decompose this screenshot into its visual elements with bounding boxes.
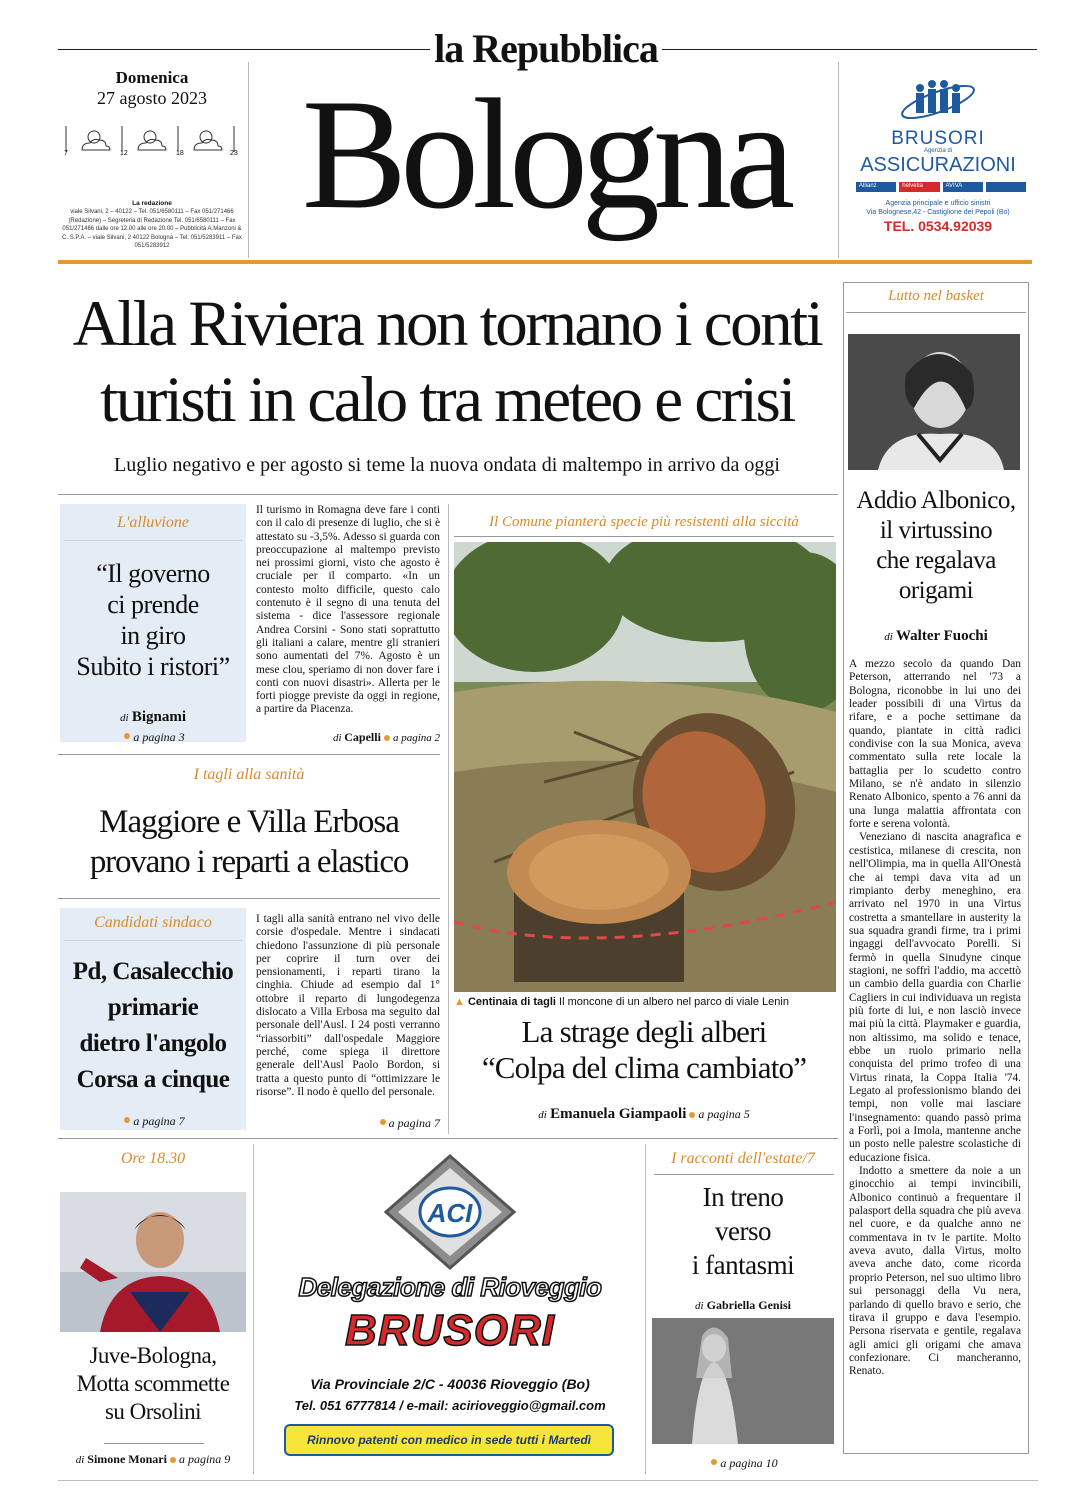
sanita-headline-1: Maggiore e Villa Erbosa [99,804,399,840]
redazione-text: viale Silvani, 2 – 40122 – Tel. 051/6580111 – Fax 051/271466 (Redazione) – Segreteria di Redazione Tel. 051/6580111 – Fax 051/271466 dalle ore 12.00 alle ore 20.00 – Pubblicità A.Manzoni & C. S.P.A. – viale Silvani, 2 40122 Bologna – Tel. 051/5283911 – Fax 051/5283912 [62,209,242,249]
partner-other [986,182,1026,192]
cloud-sun-icon [138,131,166,150]
sindaco-kicker: Candidati sindaco [94,914,212,931]
temp-4: 23 [230,150,238,157]
brand-name: la Repubblica [434,26,658,71]
triangle-icon: ▲ [454,996,465,1008]
racconti-byline: di Gabriella Genisi [695,1298,791,1312]
aci-contact: Tel. 051 6777814 / e-mail: acirioveggio@gmail.com [294,1398,606,1413]
alberi-kicker: Il Comune pianterà specie più resistenti alla siccità [489,514,799,530]
ad-top-tag: Agenzia di [923,148,953,154]
aci-line2: BRUSORI [345,1306,555,1355]
temp-3: 18 [176,150,184,157]
aci-banner: Rinnovo patenti con medico in sede tutti i Martedì [284,1424,614,1456]
lead-headline-1: Alla Riviera non tornano i conti [72,288,822,360]
sindaco-headline: Pd, Casalecchio primarie dietro l'angolo Corsa a cinque [72,958,234,1093]
turismo-byline[interactable]: di Capelli a pagina 2 [332,730,440,744]
partner-helvetia: helvetia [899,182,939,192]
ad-top-phone: TEL. 0534.92039 [883,218,993,234]
ad-top-title: ASSICURAZIONI [860,154,1016,176]
weather-strip [62,122,242,162]
aci-address: Via Provinciale 2/C - 40036 Rioveggio (Bo) [310,1376,590,1392]
racconti-page-link[interactable]: a pagina 10 [650,1452,836,1471]
juve-headline: Juve-Bologna, Motta scommette su Orsolini [76,1343,230,1424]
turismo-text: Il turismo in Romagna deve fare i conti con il calo di presenze di luglio, che si è attestato su -3,5%. Adesso si guarda con preoccupazione al maltempo previsto nei prossimi giorni, visto che agosto è cruciale per il comparto. «In un contesto molto difficile, questo calo contenuto è il segno di una tenuta del sistema - dice l'assessore regionale Andrea Corsini - Sono stati soprattutto gli italiani a calare, mentre gli stranieri sono aumentati del 7%. Agosto è un mese clou, speriamo di non dover fare i conti con nuovi disastri». Allerta per le forti piogge previste da oggi in regione, a partire da Piacenza. [256,504,440,716]
partner-aviva: AVIVA [943,182,983,192]
alluvione-page-link[interactable]: a pagina 3 [60,726,246,745]
alluvione-quote: “Il governo ci prende in giro Subito i ristori” [76,559,230,681]
aci-logo-icon [380,1152,520,1272]
masthead-day: Domenica [115,68,189,87]
alluvione-kicker: L'alluvione [117,514,189,531]
redazione-title: La redazione [132,200,172,207]
juve-byline[interactable]: di Simone Monari a pagina 9 [75,1452,231,1466]
temp-1: 7 [64,150,68,157]
tree-stump-photo [454,542,836,992]
aci-logo-text: ACI [427,1198,473,1228]
lead-subhead: Luglio negativo e per agosto si teme la nuova ondata di maltempo in arrivo da oggi [114,454,780,476]
alluvione-byline: di Bignami [120,709,186,725]
partner-allianz: Allianz [856,182,896,192]
orsolini-photo [60,1192,246,1332]
cloud-sun-icon [194,131,222,150]
masthead-date: 27 agosto 2023 [97,88,207,108]
ad-top-line1: Agenzia principale e ufficio sinistri [885,200,991,207]
alberi-byline[interactable]: di Emanuela Giampaoli a pagina 5 [538,1106,750,1122]
ad-top-name: BRUSORI [891,128,985,149]
cloud-sun-icon [82,131,110,150]
sindaco-page-link[interactable]: a pagina 7 [60,1110,246,1129]
sanita-headline-2: provano i reparti a elastico [89,844,409,880]
sanita-page-link[interactable]: a pagina 7 [256,1112,440,1131]
ad-aci-rioveggio[interactable] [262,1144,638,1474]
ghost-photo [652,1318,834,1444]
ad-top-line2: Via Bolognese,42 - Castiglione dei Pepoli (Bo) [866,209,1010,216]
people-logo-icon [898,74,978,130]
albonico-photo [848,334,1020,470]
temp-2: 12 [120,150,128,157]
masthead-city: Bologna [301,67,789,242]
albonico-byline: di Walter Fuochi [884,628,988,644]
juve-kicker: Ore 18.30 [120,1150,186,1167]
albonico-headline: Addio Albonico, il virtussino che regalava origami [856,487,1016,604]
ad-brusori-assicurazioni[interactable] [846,62,1030,258]
albonico-kicker: Lutto nel basket [888,288,984,304]
sanita-kicker: I tagli alla sanità [193,766,305,783]
sanita-text: I tagli alla sanità entrano nel vivo delle corsie d'ospedale. Mentre i sindacati chiedono l'assunzione di più personale per coprire il turn over dei pensionamenti, i reparti tirano la cinghia. Chiude ad esempio dal 1° ottobre il reparto di lungodegenza dislocato a Villa Erbosa ma seguito dal personale dell'Ausl. I 24 posti verranno “riassorbiti” dall'ospedale Maggiore perché, come spiega il direttore generale dell'Ausl Paolo Bordon, si tratta a questo punto di “ottimizzare le risorse”. Il nodo è quello del personale. [256,913,440,1098]
ad-partner-logos [856,182,1026,192]
aci-line1: Delegazione di Rioveggio [298,1272,602,1302]
alberi-headline-1: La strage degli alberi [521,1014,767,1049]
lead-headline-2: turisti in calo tra meteo e crisi [100,364,794,436]
alberi-headline-2: “Colpa del clima cambiato” [481,1050,807,1085]
racconti-kicker: I racconti dell'estate/7 [671,1150,815,1167]
racconti-headline: In treno verso i fantasmi [691,1182,795,1280]
alberi-caption: ▲ Centinaia di tagli Il moncone di un albero nel parco di viale Lenin [454,996,789,1008]
albonico-text: A mezzo secolo da quando Dan Peterson, atterrando nel '73 a Bologna, riconobbe in lui uno dei leader possibili di una Virtus da rifare, e a poche settimane da quando, piantate in città radici condivise con la sua Monica, aveva commentato sulla rete locale la battaglia per lo scudetto contro Milano, se n'è andato in silenzio Renato Albonico, spento a 76 anni da una lunga malattia affrontata con forte e serena volontà. Veneziano di nascita anagrafica e cestistica, milanese di crescita, non nell'Olimpia, ma in quella All'Onestà che ai tempi dava vita ad un rimpianto derby meneghino, era arrivato nel 1970 in una Virtus costretta a smantellare in austerity la sua squadra grandi firme, tra i primi ingaggi dell'avvocato Porelli. Si fermò in quella Sinudyne cinque stagioni, ne soffrì l'addio, ma accettò un cambio della guardia con Charlie Cagliers in cui individuava un regista più forte di lui, e non lasciò invece mai più la città. Playmaker e guardia, non altissimo, ma solido e tenace, ebbe un ruolo primario nella conquista del primo trofeo di una Virtus rinata, la Coppa Italia '74. Legato al professionismo blando dei tempi, non volle mai lasciare l'insegnamento: quando passò prima a Forlì, poi a Imola, mantenne anche un posto nelle palestre scolastiche di educazione fisica. Indotto a smettere da noie a un ginocchio ai tempi invincibili, Albonico continuò a frequentare il palasport della squadra che più aveva nel cuore, e da qualche anno ne commentava in tv le partite. Molto aveva avuto, dalla Virtus, molto aveva anche dato, come ricorda proprio Peterson, nel suo ultimo libro sui personaggi della Vu nera, parlando di quello bravo e serio, che tirava il gruppo e dava l'esempio. Persona riservata e gentile, regalava agli amici gli origami che amava confezionare. Ci mancheranno, Renato. [849,658,1021,1378]
